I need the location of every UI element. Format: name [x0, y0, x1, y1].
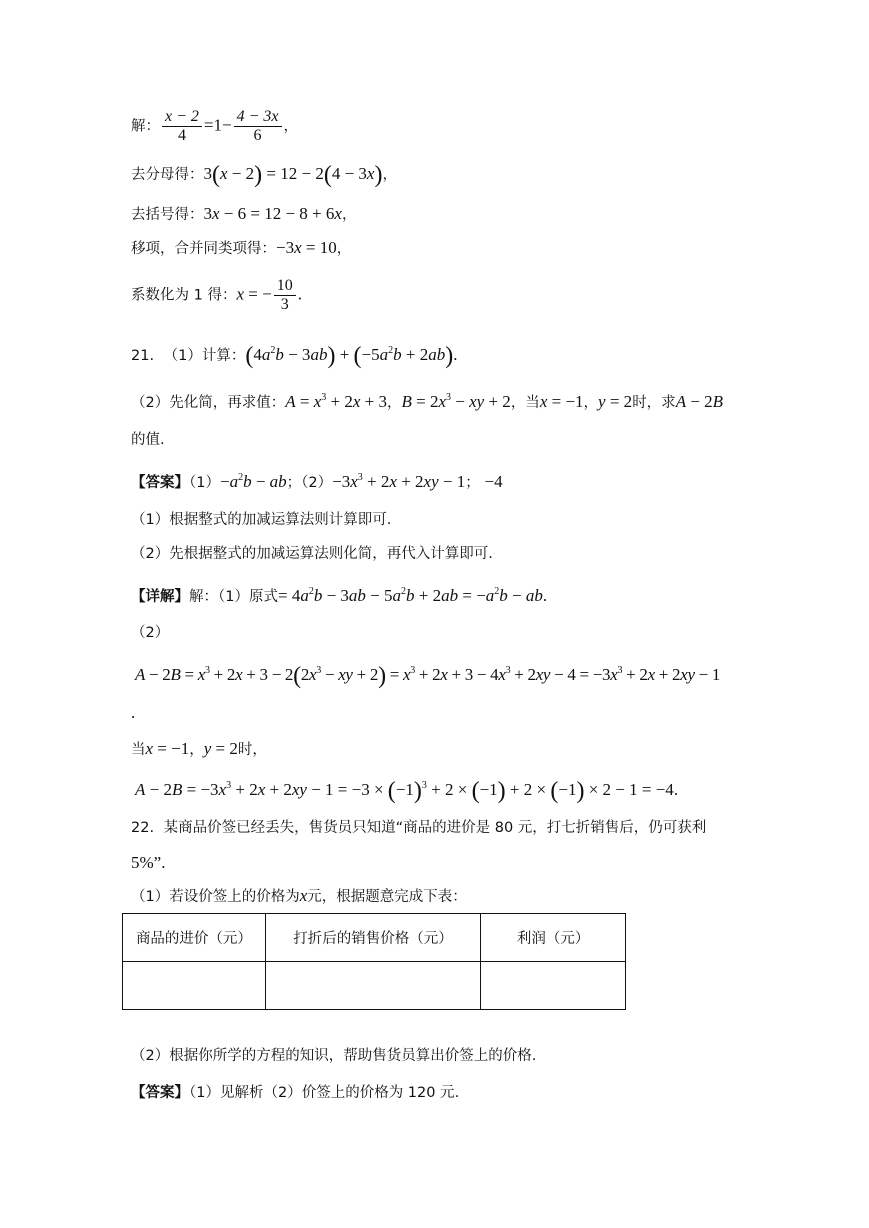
fraction-denominator: 6: [253, 127, 262, 144]
math-expression: $-3x^3 + 2x + 2xy - 1$: [332, 472, 466, 491]
question-22-part-2: （2）根据你所学的方程的知识，帮助售货员算出价签上的价格.: [131, 1048, 537, 1064]
math-expression: = $4a^2b - 3ab - 5a^2b + 2ab = -a^2b$ − ab: [277, 586, 543, 605]
fraction-denominator: 3: [280, 296, 289, 313]
table-header: 利润（元）: [481, 914, 626, 962]
math-expression: $A = x^3 + 2x + 3$: [285, 392, 387, 411]
detail-21-when: 当x = −1，y = 2时，: [131, 739, 267, 758]
fraction-numerator: x − 2: [162, 108, 202, 127]
table-cell: [265, 962, 480, 1010]
price-table: [122, 913, 626, 1010]
table-header-row: [123, 914, 626, 962]
step-label: 移项，合并同类项得：: [131, 241, 276, 257]
detail-21-substitution: $A - 2B = -3x^3 + 2x + 2xy - 1 = -3 \times (-1)^3 + 2 \times (-1) + 2 \times (-1) \times 2 - 1 = -4$.: [135, 778, 679, 804]
question-21-part-2: （2）先化简，再求值：$A = x^3 + 2x + 3$，$B = 2x^3$ − xy + 2，当x = −1，y = 2时，求A − 2B: [131, 392, 724, 411]
answer-21: 【答案】$(1)-a^2b$ − ab；$(2)-3x^3 + 2x + 2xy - 1$； −4: [131, 472, 503, 491]
step-label: 去括号得：: [131, 207, 204, 223]
answer-label: 【答案】: [131, 1085, 189, 1101]
math-expression: 3x − 6 = 12 − 8 + 6x: [203, 204, 342, 223]
period: .: [131, 703, 136, 722]
question-21-part-1: 21. （1）计算：$(4a^2b - 3ab) + (-5a^2b + 2ab)$.: [131, 343, 458, 369]
step-label: 去分母得：: [131, 167, 204, 183]
math-expression: $B = 2x^3$ − xy + 2: [401, 392, 511, 411]
equation-middle: =1−: [203, 115, 232, 135]
fraction-numerator: 4 − 3x: [234, 108, 282, 127]
question-22-part-1: （1）若设价签上的价格为x元，根据题意完成下表：: [131, 886, 467, 905]
math-expression: 3(x − 2) = 12 − 2(4 − 3x): [203, 162, 383, 188]
fraction: [274, 277, 296, 314]
solution-step-2: 去括号得：3x − 6 = 12 − 8 + 6x，: [131, 204, 357, 223]
question-21-part-2-end: 的值.: [131, 432, 165, 448]
fraction: [234, 108, 282, 145]
detail-label: 【详解】: [131, 589, 189, 605]
detail-21-2-label: （2）: [131, 625, 170, 641]
fraction: [162, 108, 202, 145]
detail-21-2-expression: [135, 664, 720, 688]
step-label: 系数化为 1 得：: [131, 287, 237, 304]
question-number: 21.: [131, 348, 155, 364]
question-22-stem-end: 5%”.: [131, 853, 166, 872]
solution-step-4: 系数化为 1 得：x = − $\frac{10}{3}$ .: [131, 277, 302, 313]
detail-21-1: 【详解】解：（1）原式= $4a^2b - 3ab - 5a^2b + 2ab = -a^2b$ − ab.: [131, 586, 548, 605]
table-header: 商品的进价（元）: [123, 914, 266, 962]
answer-22: 【答案】（1）见解析（2）价签上的价格为 120 元.: [131, 1085, 460, 1101]
question-22-stem: 22. 某商品价签已经丢失，售货员只知道“商品的进价是 80 元，打七折销售后，仍可获利: [131, 820, 707, 836]
math-expression: $-a^2b$ − ab: [219, 472, 287, 491]
table-cell: [481, 962, 626, 1010]
math-expression: −3x = 10: [276, 238, 337, 257]
fraction-numerator: 10: [274, 277, 296, 296]
math-expression: $A - 2B = x^3 + 2x + 3 - 2(2x^3$ − xy + $2) = x^3 + 2x + 3 - 4x^3 + 2xy - 4 = -3x^3 + 2x + 2xy - 1$: [135, 663, 721, 689]
fraction-denominator: 4: [177, 127, 186, 144]
analysis-21-2: （2）先根据整式的加减运算法则化简，再代入计算即可.: [131, 546, 493, 562]
solution-step-1: 去分母得：3(x − 2) = 12 − 2(4 − 3x)，: [131, 162, 397, 188]
jie-label: 解：: [131, 118, 160, 135]
answer-label: 【答案】: [131, 475, 189, 491]
math-expression: $(4a^2b - 3ab) + (-5a^2b + 2ab)$: [245, 343, 454, 369]
table-header: 打折后的销售价格（元）: [265, 914, 480, 962]
table-cell: [123, 962, 266, 1010]
question-number: 22.: [131, 820, 155, 836]
table-row: [123, 962, 626, 1010]
solution-line-1: 解： $\frac{x - 2}{4}$ =1− $\frac{4 - 3x}{6}$ ，: [131, 108, 298, 144]
math-expression: $A - 2B = -3x^3 + 2x + 2xy - 1 = -3 \times (-1)^3 + 2 \times (-1) + 2 \times (-1) \times 2 - 1 = -4$: [135, 778, 674, 804]
solution-step-3: 移项，合并同类项得：−3x = 10，: [131, 238, 352, 257]
analysis-21-1: （1）根据整式的加减运算法则计算即可.: [131, 512, 392, 528]
